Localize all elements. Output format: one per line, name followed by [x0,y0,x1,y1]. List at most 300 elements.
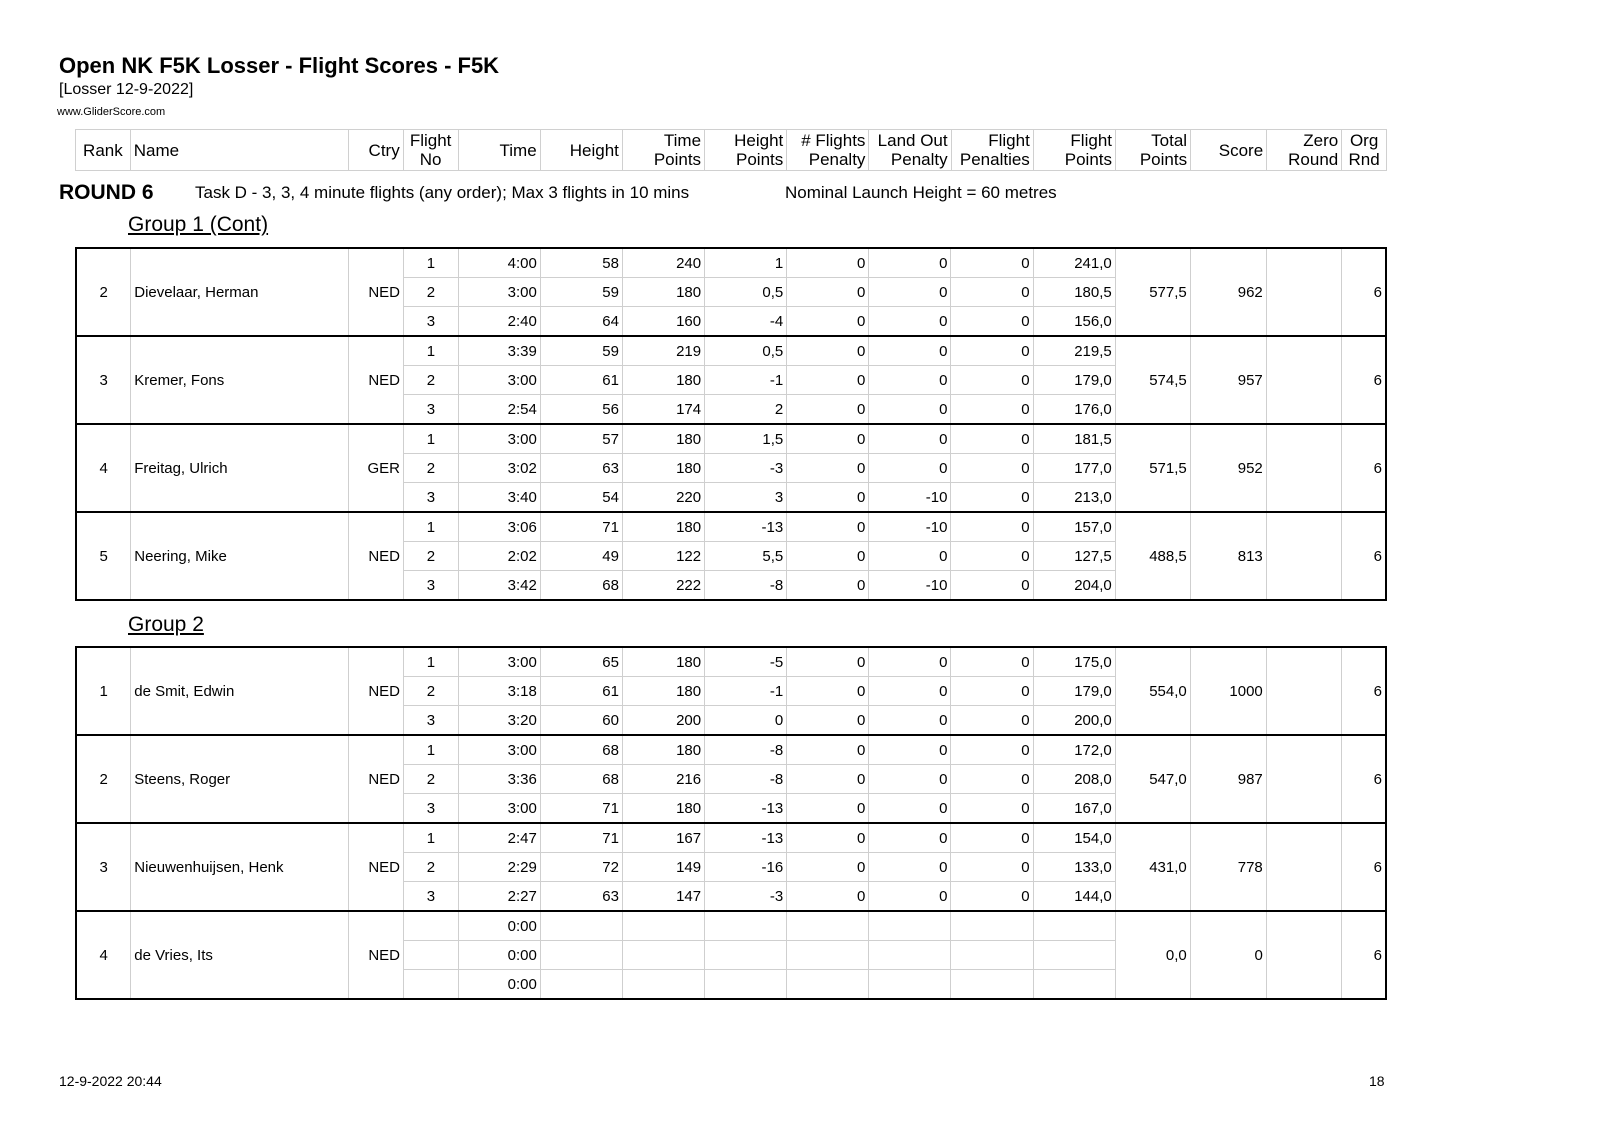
header-total-points [1116,130,1191,171]
header-org-rnd-line1: Org [1349,131,1379,150]
flight-height: 68 [540,765,622,794]
pilot-score: 0 [1190,911,1266,999]
flight-points: 204,0 [1033,571,1115,601]
org-round: 6 [1341,735,1386,823]
time-points: 180 [622,794,704,824]
pilot-score: 1000 [1190,647,1266,735]
header-flight-penalties [951,130,1033,171]
flight-number: 2 [403,677,458,706]
pilot-name: de Smit, Edwin [131,647,349,735]
flight-points: 167,0 [1033,794,1115,824]
flight-time: 2:47 [458,823,540,853]
pilot-score: 957 [1190,336,1266,424]
time-points: 216 [622,765,704,794]
time-points: 240 [622,248,704,278]
height-points: 1 [705,248,787,278]
flight-points: 200,0 [1033,706,1115,736]
landout-penalty: 0 [869,248,951,278]
column-header-table [75,129,1387,171]
flight-time: 3:06 [458,512,540,542]
height-points [705,911,787,941]
pilot-name: Neering, Mike [131,512,349,600]
score-table-group-1 [75,247,1387,601]
flight-points [1033,941,1115,970]
flight-number [403,911,458,941]
time-points: 180 [622,647,704,677]
header-time-points [622,130,704,171]
landout-penalty: 0 [869,765,951,794]
flight-penalties: 0 [951,542,1033,571]
flight-time: 2:40 [458,307,540,337]
flight-height: 72 [540,853,622,882]
header-height: Height [540,130,622,171]
page-number: 18 [1369,1073,1385,1089]
flights-penalty: 0 [787,677,869,706]
flights-penalty: 0 [787,454,869,483]
total-points: 547,0 [1115,735,1190,823]
pilot-score: 987 [1190,735,1266,823]
flights-penalty [787,941,869,970]
time-points: 200 [622,706,704,736]
flight-height: 59 [540,336,622,366]
flight-row [76,424,1386,454]
height-points: -1 [705,677,787,706]
pilot-rank: 2 [76,248,131,336]
flight-number: 2 [403,366,458,395]
flights-penalty: 0 [787,882,869,912]
flight-points: 127,5 [1033,542,1115,571]
pilot-score: 778 [1190,823,1266,911]
landout-penalty: 0 [869,454,951,483]
header-height-points [705,130,787,171]
time-points: 220 [622,483,704,513]
landout-penalty [869,941,951,970]
flights-penalty: 0 [787,647,869,677]
height-points: 0,5 [705,336,787,366]
pilot-name: Freitag, Ulrich [131,424,349,512]
flight-height [540,941,622,970]
flight-number: 1 [403,647,458,677]
flights-penalty: 0 [787,336,869,366]
flights-penalty: 0 [787,483,869,513]
flight-time: 3:18 [458,677,540,706]
zero-round [1266,248,1341,336]
flight-penalties: 0 [951,882,1033,912]
flight-number: 3 [403,483,458,513]
header-height-points-line2: Points [736,150,784,169]
landout-penalty: 0 [869,882,951,912]
flight-row [76,823,1386,853]
flight-height: 61 [540,366,622,395]
flight-number: 3 [403,395,458,425]
flight-points: 176,0 [1033,395,1115,425]
time-points [622,941,704,970]
landout-penalty: 0 [869,677,951,706]
pilot-country: NED [349,647,404,735]
flight-time: 3:00 [458,366,540,395]
flights-penalty [787,911,869,941]
flight-points: 179,0 [1033,366,1115,395]
pilot-rank: 4 [76,911,131,999]
flight-penalties: 0 [951,424,1033,454]
time-points: 180 [622,677,704,706]
pilot-country: NED [349,735,404,823]
pilot-country: NED [349,823,404,911]
time-points: 149 [622,853,704,882]
time-points: 180 [622,512,704,542]
flight-number: 2 [403,853,458,882]
header-zero-round-line2: Round [1288,150,1339,169]
flight-penalties: 0 [951,483,1033,513]
flight-penalties: 0 [951,278,1033,307]
flight-penalties: 0 [951,571,1033,601]
header-flight-penalties-line2: Penalties [959,150,1030,169]
time-points: 180 [622,278,704,307]
flight-penalties: 0 [951,706,1033,736]
flight-points: 156,0 [1033,307,1115,337]
landout-penalty: -10 [869,512,951,542]
header-flight-no [403,130,458,171]
flights-penalty: 0 [787,765,869,794]
flight-time: 2:02 [458,542,540,571]
flights-penalty: 0 [787,278,869,307]
height-points: -8 [705,571,787,601]
header-flight-no-line1: Flight [409,131,452,150]
flight-penalties: 0 [951,454,1033,483]
total-points: 577,5 [1115,248,1190,336]
flights-penalty: 0 [787,248,869,278]
landout-penalty: -10 [869,483,951,513]
flight-time: 3:40 [458,483,540,513]
flights-penalty: 0 [787,823,869,853]
landout-penalty: 0 [869,424,951,454]
flight-height: 56 [540,395,622,425]
org-round: 6 [1341,911,1386,999]
flight-height: 64 [540,307,622,337]
score-table-group-2 [75,646,1387,1000]
flights-penalty: 0 [787,366,869,395]
time-points: 160 [622,307,704,337]
flight-time: 0:00 [458,911,540,941]
flight-row [76,248,1386,278]
height-points: -16 [705,853,787,882]
flight-row [76,336,1386,366]
header-flight-points [1033,130,1115,171]
flight-time: 3:02 [458,454,540,483]
flight-penalties: 0 [951,853,1033,882]
header-flight-penalties-line1: Flight [988,131,1030,150]
landout-penalty: 0 [869,278,951,307]
pilot-rank: 3 [76,823,131,911]
flights-penalty: 0 [787,395,869,425]
height-points [705,970,787,1000]
flight-penalties: 0 [951,366,1033,395]
header-flights-penalty [787,130,869,171]
zero-round [1266,424,1341,512]
round-label: ROUND 6 [59,181,154,204]
flight-penalties: 0 [951,647,1033,677]
flight-number: 3 [403,307,458,337]
pilot-country: GER [349,424,404,512]
flight-time: 2:54 [458,395,540,425]
landout-penalty: 0 [869,735,951,765]
flight-points: 157,0 [1033,512,1115,542]
height-points: 2 [705,395,787,425]
flight-number: 1 [403,336,458,366]
flight-row [76,647,1386,677]
header-landout-penalty-line2: Penalty [890,150,948,169]
header-time-points-line2: Points [653,150,702,169]
flight-height: 71 [540,823,622,853]
zero-round [1266,911,1341,999]
pilot-country: NED [349,512,404,600]
flight-number: 1 [403,248,458,278]
flight-penalties: 0 [951,336,1033,366]
flight-points: 213,0 [1033,483,1115,513]
zero-round [1266,735,1341,823]
landout-penalty: 0 [869,647,951,677]
landout-penalty: 0 [869,336,951,366]
height-points: -8 [705,765,787,794]
org-round: 6 [1341,248,1386,336]
height-points: -13 [705,794,787,824]
header-ctry: Ctry [348,130,403,171]
flight-height: 49 [540,542,622,571]
zero-round [1266,823,1341,911]
flight-points: 241,0 [1033,248,1115,278]
total-points: 488,5 [1115,512,1190,600]
header-flight-points-line1: Flight [1070,131,1112,150]
flight-penalties: 0 [951,735,1033,765]
landout-penalty: 0 [869,823,951,853]
flight-penalties: 0 [951,307,1033,337]
landout-penalty: 0 [869,706,951,736]
pilot-name: de Vries, Its [131,911,349,999]
flights-penalty [787,970,869,1000]
landout-penalty: 0 [869,395,951,425]
flights-penalty: 0 [787,512,869,542]
header-height-points-line1: Height [734,131,784,150]
flight-height: 60 [540,706,622,736]
time-points [622,911,704,941]
landout-penalty: 0 [869,307,951,337]
flight-height: 71 [540,512,622,542]
flight-points [1033,911,1115,941]
pilot-rank: 2 [76,735,131,823]
flight-number: 2 [403,278,458,307]
flight-height: 65 [540,647,622,677]
height-points: -1 [705,366,787,395]
flight-time: 2:29 [458,853,540,882]
flight-height: 63 [540,882,622,912]
flight-height: 68 [540,735,622,765]
flight-row [76,735,1386,765]
pilot-country: NED [349,911,404,999]
flight-number: 2 [403,542,458,571]
flight-points: 144,0 [1033,882,1115,912]
pilot-rank: 5 [76,512,131,600]
flights-penalty: 0 [787,794,869,824]
flight-number: 1 [403,735,458,765]
flight-height: 59 [540,278,622,307]
landout-penalty: 0 [869,542,951,571]
flight-height: 63 [540,454,622,483]
flight-number: 3 [403,571,458,601]
zero-round [1266,512,1341,600]
flight-time: 3:00 [458,278,540,307]
header-zero-round-line1: Zero [1303,131,1339,150]
flight-height [540,911,622,941]
time-points: 167 [622,823,704,853]
flights-penalty: 0 [787,853,869,882]
flight-penalties: 0 [951,794,1033,824]
header-flights-penalty-line1: # Flights [801,131,866,150]
flight-points: 175,0 [1033,647,1115,677]
flight-number: 1 [403,823,458,853]
total-points: 0,0 [1115,911,1190,999]
org-round: 6 [1341,823,1386,911]
time-points: 222 [622,571,704,601]
flights-penalty: 0 [787,424,869,454]
zero-round [1266,647,1341,735]
header-score: Score [1191,130,1267,171]
header-landout-penalty-line1: Land Out [877,131,948,150]
pilot-score: 962 [1190,248,1266,336]
header-landout-penalty [869,130,951,171]
total-points: 574,5 [1115,336,1190,424]
landout-penalty: 0 [869,366,951,395]
flight-points: 133,0 [1033,853,1115,882]
height-points [705,941,787,970]
pilot-name: Steens, Roger [131,735,349,823]
flight-time: 0:00 [458,970,540,1000]
flight-number: 3 [403,794,458,824]
flight-height: 61 [540,677,622,706]
flight-time: 3:00 [458,735,540,765]
flight-points: 154,0 [1033,823,1115,853]
time-points: 180 [622,454,704,483]
flight-penalties: 0 [951,765,1033,794]
flight-time: 3:39 [458,336,540,366]
time-points: 122 [622,542,704,571]
time-points: 180 [622,424,704,454]
flight-number [403,970,458,1000]
time-points: 219 [622,336,704,366]
header-org-rnd-line2: Rnd [1348,150,1380,169]
flight-penalties: 0 [951,395,1033,425]
header-zero-round [1267,130,1342,171]
event-subtitle: [Losser 12-9-2022] [59,81,194,98]
flight-time: 3:00 [458,647,540,677]
flight-time: 3:42 [458,571,540,601]
height-points: -4 [705,307,787,337]
height-points: -3 [705,454,787,483]
pilot-country: NED [349,336,404,424]
flight-penalties [951,970,1033,1000]
website-text: www.GliderScore.com [57,106,166,118]
flight-points [1033,970,1115,1000]
landout-penalty [869,911,951,941]
flight-row [76,911,1386,941]
flight-points: 172,0 [1033,735,1115,765]
header-flights-penalty-line2: Penalty [808,150,866,169]
flight-points: 179,0 [1033,677,1115,706]
flight-height: 68 [540,571,622,601]
height-points: -8 [705,735,787,765]
time-points: 147 [622,882,704,912]
header-flight-no-line2: No [419,150,442,169]
landout-penalty: 0 [869,794,951,824]
total-points: 571,5 [1115,424,1190,512]
pilot-name: Nieuwenhuijsen, Henk [131,823,349,911]
header-org-rnd [1342,130,1387,171]
flight-number: 3 [403,706,458,736]
height-points: 0,5 [705,278,787,307]
pilot-name: Kremer, Fons [131,336,349,424]
org-round: 6 [1341,512,1386,600]
height-points: 5,5 [705,542,787,571]
flight-height: 58 [540,248,622,278]
flight-time: 3:00 [458,424,540,454]
round-launch-height: Nominal Launch Height = 60 metres [785,183,1057,202]
flights-penalty: 0 [787,735,869,765]
landout-penalty [869,970,951,1000]
header-flight-points-line2: Points [1064,150,1112,169]
pilot-name: Dievelaar, Herman [131,248,349,336]
header-time: Time [458,130,540,171]
landout-penalty: 0 [869,853,951,882]
total-points: 554,0 [1115,647,1190,735]
pilot-rank: 3 [76,336,131,424]
pilot-rank: 4 [76,424,131,512]
flight-time: 3:36 [458,765,540,794]
flight-number: 2 [403,765,458,794]
page-title: Open NK F5K Losser - Flight Scores - F5K [59,53,500,78]
flight-points: 208,0 [1033,765,1115,794]
flight-number: 2 [403,454,458,483]
org-round: 6 [1341,647,1386,735]
time-points: 180 [622,366,704,395]
group-1-title: Group 1 (Cont) [128,213,269,236]
org-round: 6 [1341,424,1386,512]
flight-penalties: 0 [951,677,1033,706]
total-points: 431,0 [1115,823,1190,911]
time-points [622,970,704,1000]
zero-round [1266,336,1341,424]
flights-penalty: 0 [787,542,869,571]
flight-penalties: 0 [951,823,1033,853]
height-points: -13 [705,512,787,542]
height-points: -5 [705,647,787,677]
time-points: 180 [622,735,704,765]
time-points: 174 [622,395,704,425]
height-points: 3 [705,483,787,513]
org-round: 6 [1341,336,1386,424]
header-total-points-line2: Points [1139,150,1188,169]
pilot-score: 952 [1190,424,1266,512]
flight-height: 54 [540,483,622,513]
header-name: Name [130,130,348,171]
flight-time: 0:00 [458,941,540,970]
flight-number: 1 [403,512,458,542]
footer-date: 12-9-2022 20:44 [59,1073,162,1089]
header-total-points-line1: Total [1151,131,1188,150]
group-2-title: Group 2 [128,613,204,636]
flight-time: 4:00 [458,248,540,278]
pilot-score: 813 [1190,512,1266,600]
header-time-points-line1: Time [663,131,702,150]
flight-height [540,970,622,1000]
